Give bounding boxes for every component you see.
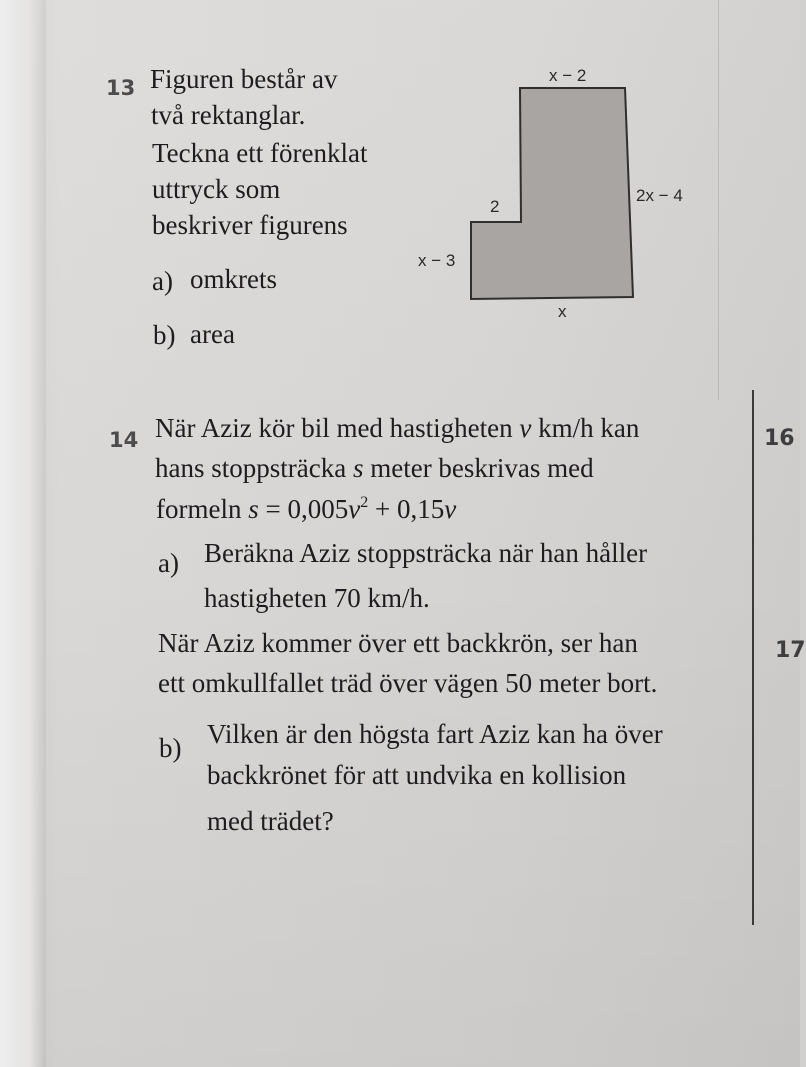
problem-14-middle-line-1: När Aziz kommer över ett backkrön, ser han	[158, 628, 638, 658]
problem-14-part-a-line-1: Beräkna Aziz stoppsträcka när han håller	[204, 538, 648, 568]
problem-13-part-a-text: omkrets	[190, 264, 277, 294]
variable-v: v	[444, 494, 457, 524]
column-divider	[752, 390, 754, 925]
problem-14-part-b-line-2: backkrönet för att undvika en kollision	[207, 760, 627, 790]
problem-13-part-b-text: area	[190, 319, 235, 349]
figure-label-top: x − 2	[549, 66, 587, 85]
intro-1-part-a: När Aziz kör bil med hastigheten	[155, 413, 520, 443]
figure-label-left: x − 3	[418, 251, 456, 270]
problem-13-number: 13	[106, 76, 136, 100]
problem-13-text-4: uttryck som	[152, 174, 281, 204]
problem-14-part-b-letter: b)	[159, 733, 182, 763]
problem-14-intro-line-2	[155, 455, 594, 482]
problem-13-part-a-letter: a)	[152, 266, 173, 296]
problem-14-part-a-line-2: hastigheten 70 km/h.	[204, 583, 430, 613]
variable-s: s	[248, 494, 259, 524]
formula-coefficient-2: + 0,15	[368, 494, 445, 524]
variable-v: v	[519, 413, 532, 443]
problem-14-intro-line-1	[155, 415, 639, 442]
problem-14-part-b-line-1: Vilken är den högsta fart Aziz kan ha över	[207, 719, 663, 749]
problem-14-formula-line	[156, 496, 456, 523]
problem-14-number: 14	[109, 428, 139, 452]
figure-label-step: 2	[490, 197, 500, 216]
problem-13-text-3: Teckna ett förenklat	[152, 138, 368, 168]
formula-exponent: 2	[360, 494, 369, 511]
problem-13-text-1: Figuren består av	[150, 64, 338, 94]
side-problem-17-number: 17	[775, 638, 806, 663]
figure-label-right: 2x − 4	[636, 186, 683, 205]
problem-14-part-b-line-3: med trädet?	[207, 806, 334, 836]
variable-v: v	[348, 494, 361, 524]
variable-s: s	[352, 453, 364, 483]
figure-label-bottom: x	[558, 302, 567, 321]
intro-2-part-b: meter beskrivas med	[363, 453, 594, 483]
intro-1-part-b: km/h kan	[531, 413, 640, 443]
formula-coefficient-1: = 0,005	[258, 494, 349, 524]
problem-13-text-5: beskriver figurens	[152, 210, 348, 240]
problem-14-part-a-letter: a)	[158, 548, 179, 578]
problem-14-middle-line-2: ett omkullfallet träd över vägen 50 meter bort.	[158, 668, 658, 698]
problem-13-part-b-letter: b)	[153, 320, 176, 350]
side-problem-16-number: 16	[764, 426, 795, 451]
problem-13-text-2: två rektanglar.	[151, 100, 306, 130]
figure-shape	[471, 88, 633, 299]
intro-2-part-a: hans stoppsträcka	[155, 453, 353, 483]
intro-3-part-a: formeln	[156, 494, 249, 524]
